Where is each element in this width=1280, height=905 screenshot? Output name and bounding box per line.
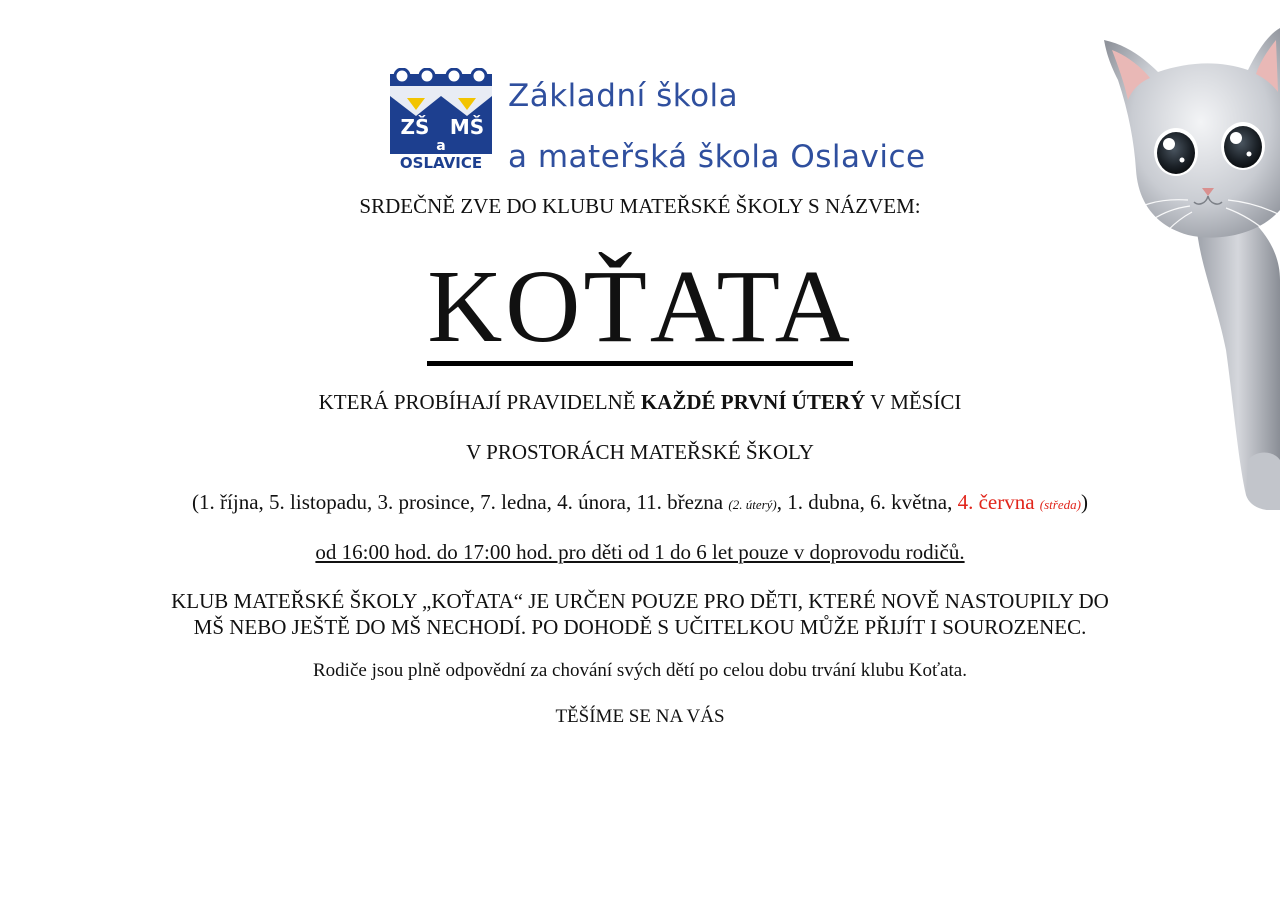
club-info-line2: MŠ NEBO JEŠTĚ DO MŠ NECHODÍ. PO DOHODĚ S UČITELKOU MŮŽE PŘIJÍT I SOUROZENEC. [193, 615, 1087, 639]
school-name-line1: Základní škola [508, 78, 739, 114]
club-info [0, 588, 1280, 640]
logo-ms: MŠ [449, 115, 485, 139]
dates-red-note: (středa) [1039, 497, 1081, 512]
parents-note: Rodiče jsou plně odpovědní za chování svých dětí po celou dobu trvání klubu Koťata. [313, 660, 967, 681]
logo-oslavice: OSLAVICE [399, 154, 483, 170]
club-title-text: KOŤATA [427, 249, 853, 364]
schedule-suffix: V MĚSÍCI [865, 390, 962, 414]
cat-illustration-icon [1098, 20, 1280, 510]
invitation-text: SRDEČNĚ ZVE DO KLUBU MATEŘSKÉ ŠKOLY S NÁZVEM: [359, 194, 921, 218]
logo-a: a [436, 138, 446, 154]
schedule-bold: KAŽDÉ PRVNÍ ÚTERÝ [640, 390, 866, 414]
dates-red-date: 4. června [957, 490, 1035, 514]
dates-part2: , 1. dubna, 6. května, [776, 490, 958, 514]
dates-part1: (1. října, 5. listopadu, 3. prosince, 7. ledna, 4. února, 11. března [192, 490, 729, 514]
time-text: od 16:00 hod. do 17:00 hod. pro děti od 1 do 6 let pouze v doprovodu rodičů. [315, 540, 965, 564]
dates-close: ) [1080, 490, 1088, 514]
schedule-line [0, 390, 1280, 415]
school-name [508, 66, 926, 188]
schedule-prefix: KTERÁ PROBÍHAJÍ PRAVIDELNĚ [318, 390, 641, 414]
greeting: TĚŠÍME SE NA VÁS [555, 706, 725, 727]
school-logo [390, 68, 492, 170]
club-info-line1: KLUB MATEŘSKÉ ŠKOLY „KOŤATA“ JE URČEN POUZE PRO DĚTI, KTERÉ NOVĚ NASTOUPILY DO [171, 589, 1109, 613]
club-title [0, 247, 1280, 367]
logo-zs: ZŠ [400, 115, 430, 139]
time-line [0, 540, 1280, 565]
dates-line [0, 490, 1280, 515]
dates-note1: (2. úterý) [728, 497, 777, 512]
school-name-line2: a mateřská škola Oslavice [508, 139, 926, 175]
location-line: V PROSTORÁCH MATEŘSKÉ ŠKOLY [466, 440, 814, 464]
